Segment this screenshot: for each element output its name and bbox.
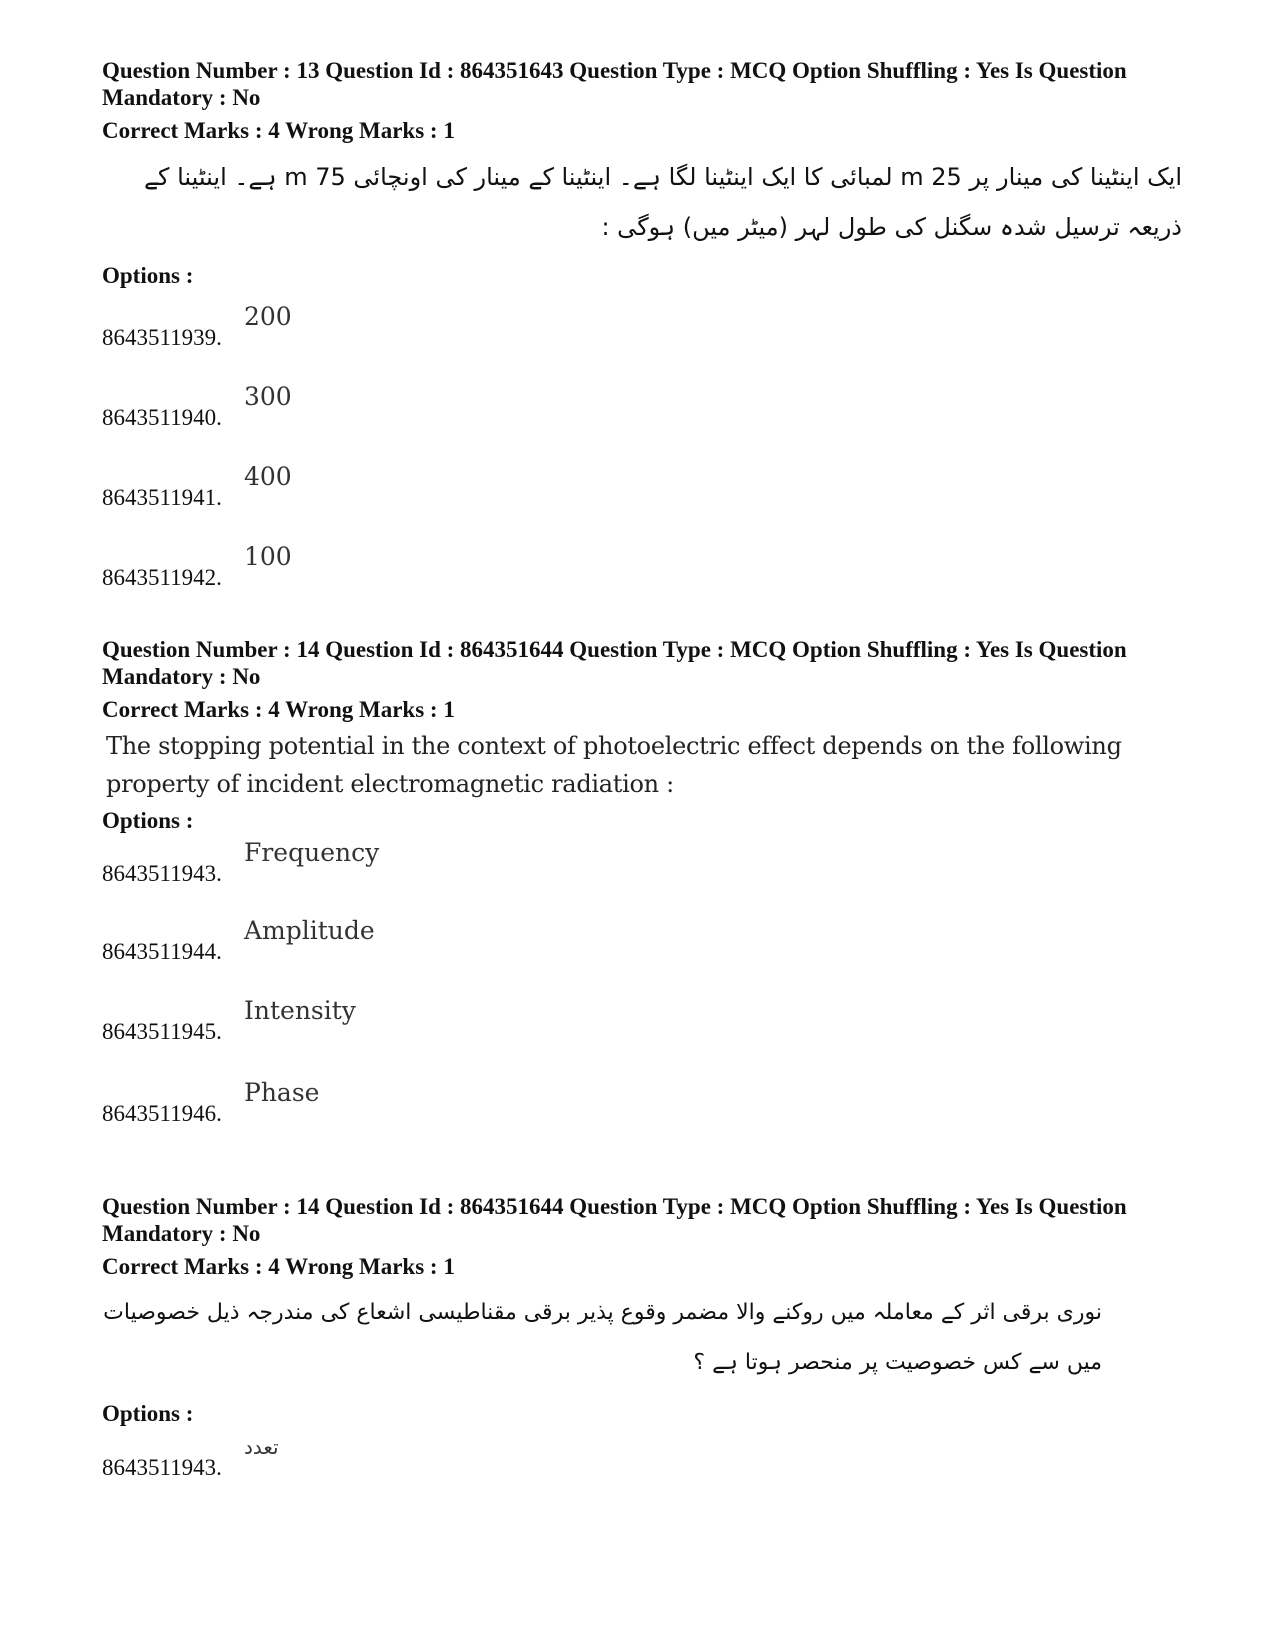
- option-item: [102, 289, 1182, 363]
- option-id: 8643511946.: [102, 1101, 222, 1126]
- option-item: [102, 1057, 1182, 1139]
- option-id: 8643511944.: [102, 939, 222, 964]
- option-value: 200: [244, 302, 292, 331]
- option-value: 300: [244, 382, 292, 411]
- option-value: Amplitude: [244, 916, 375, 945]
- question-marks: Correct Marks : 4 Wrong Marks : 1: [102, 118, 455, 143]
- option-item: [102, 443, 1182, 523]
- option-item: [102, 977, 1182, 1057]
- option-value: Phase: [244, 1078, 320, 1107]
- question-header: Question Number : 14 Question Id : 864351644 Question Type : MCQ Option Shuffling : Yes Is Question Mandatory : No: [102, 1194, 1127, 1246]
- option-item: [102, 1427, 1182, 1493]
- option-value: تعدد: [244, 1435, 279, 1459]
- option-item: [102, 834, 1182, 899]
- option-id: 8643511942.: [102, 565, 222, 590]
- option-id: 8643511945.: [102, 1019, 222, 1044]
- question-block-14-english: [102, 636, 1182, 1139]
- question-text: نوری برقی اثر کے معاملہ میں روکنے والا مضمر وقوع پذیر برقی مقناطیسی اشعاع کی مندرجہ ذیل خصوصیات میں سے کس خصوصیت پر منحصر ہوتا ہے ؟: [103, 1300, 1102, 1375]
- options-list: [102, 1427, 1182, 1493]
- option-id: 8643511943.: [102, 861, 222, 886]
- option-item: [102, 363, 1182, 443]
- option-value: 400: [244, 462, 292, 491]
- option-id: 8643511939.: [102, 325, 222, 350]
- options-list: [102, 289, 1182, 603]
- option-value: 100: [244, 542, 292, 571]
- options-label: Options :: [102, 263, 194, 288]
- question-marks: Correct Marks : 4 Wrong Marks : 1: [102, 1254, 455, 1279]
- option-id: 8643511943.: [102, 1455, 222, 1480]
- option-value: Intensity: [244, 996, 356, 1025]
- question-header: Question Number : 13 Question Id : 864351643 Question Type : MCQ Option Shuffling : Yes Is Question Mandatory : No: [102, 58, 1127, 110]
- option-item: [102, 899, 1182, 977]
- question-marks: Correct Marks : 4 Wrong Marks : 1: [102, 697, 455, 722]
- option-id: 8643511940.: [102, 405, 222, 430]
- option-item: [102, 523, 1182, 603]
- options-label: Options :: [102, 1401, 194, 1426]
- option-id: 8643511941.: [102, 485, 222, 510]
- options-list: [102, 834, 1182, 1139]
- question-header: Question Number : 14 Question Id : 864351644 Question Type : MCQ Option Shuffling : Yes Is Question Mandatory : No: [102, 637, 1127, 689]
- question-text: ایک اینٹینا کی مینار پر 25 m لمبائی کا ایک اینٹینا لگا ہے۔ اینٹینا کے مینار کی اونچائی 75 m ہے۔ اینٹینا کے ذریعہ ترسیل شدہ سگنل کی طول لہر (میٹر میں) ہوگی :: [143, 163, 1182, 241]
- question-block-13: [102, 57, 1182, 603]
- option-value: Frequency: [244, 838, 380, 867]
- question-text: The stopping potential in the context of photoelectric effect depends on the following property of incident electromagnetic radiation :: [106, 732, 1122, 798]
- question-block-14-urdu: [102, 1193, 1182, 1493]
- options-label: Options :: [102, 808, 194, 833]
